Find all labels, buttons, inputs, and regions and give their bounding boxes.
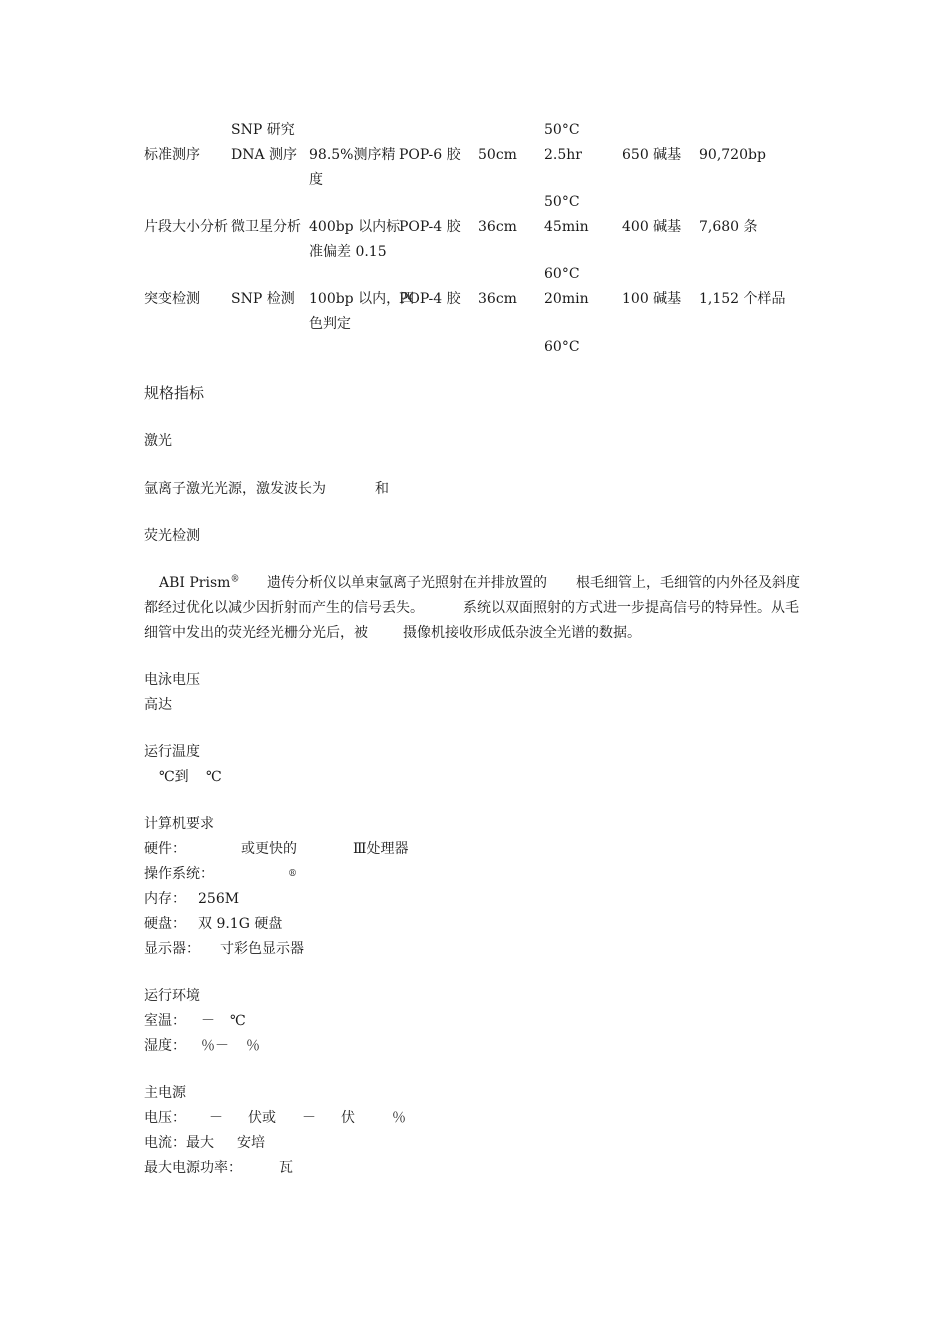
spec-heading: 规格指标 [144, 384, 205, 402]
memory-value: 256M [198, 891, 240, 907]
fluor-brand: ABI Prism® [159, 574, 240, 591]
room-temp-unit: ℃ [230, 1013, 246, 1029]
hardware-text: 或更快的 [241, 841, 297, 857]
temp-text: ℃到 [159, 769, 189, 785]
fluor-text: 遗传分析仪以单束氩离子光照射在并排放置的 [267, 575, 547, 591]
env-heading: 运行环境 [144, 988, 200, 1004]
disk-label: 硬盘： [144, 916, 186, 932]
table-cell-time: 45min [544, 219, 589, 235]
table-cell-polymer: POP-4 胶 [399, 291, 461, 307]
voltage-dash: － [302, 1110, 316, 1126]
table-cell-type-top: SNP 研究 [231, 122, 295, 138]
table-cell-throughput: 90,720bp [699, 147, 766, 163]
memory-label: 内存： [144, 891, 186, 907]
voltage-unit: 伏 [341, 1110, 355, 1126]
os-label: 操作系统： [144, 866, 214, 882]
table-cell-time: 2.5hr [544, 147, 582, 163]
table-cell-temp: 50°C [544, 194, 580, 210]
laser-heading: 激光 [144, 433, 172, 449]
laser-text: 氩离子激光光源，激发波长为 [144, 481, 326, 497]
fluor-text: 细管中发出的荧光经光栅分光后，被 [144, 625, 368, 641]
table-cell-temp: 60°C [544, 339, 580, 355]
table-cell-throughput: 1,152 个样品 [699, 291, 786, 307]
voltage-percent: ％ [392, 1110, 406, 1126]
room-temp-dash: － [201, 1013, 215, 1029]
max-power-unit: 瓦 [279, 1160, 293, 1176]
current-unit: 安培 [237, 1135, 265, 1151]
table-cell-read-length: 650 碱基 [622, 147, 682, 163]
fluor-text: 系统以双面照射的方式进一步提高信号的特异性。从毛 [463, 600, 799, 616]
table-cell-app: 标准测序 [144, 147, 200, 163]
table-cell-capillary: 50cm [478, 147, 517, 163]
humidity-label: 湿度： [144, 1038, 186, 1054]
temp-text-end: ℃ [206, 769, 222, 785]
registered-mark: ® [230, 574, 240, 585]
table-cell-throughput: 7,680 条 [699, 219, 758, 235]
disk-value: 双 9.1G 硬盘 [198, 916, 283, 932]
computer-heading: 计算机要求 [144, 816, 214, 832]
temp-heading: 运行温度 [144, 744, 200, 760]
fluor-text: 根毛细管上，毛细管的内外径及斜度 [576, 575, 800, 591]
table-cell-read-length: 400 碱基 [622, 219, 682, 235]
fluor-text: 都经过优化以减少因折射而产生的信号丢失。 [144, 600, 424, 616]
table-cell-temp: 60°C [544, 266, 580, 282]
table-cell-time: 20min [544, 291, 589, 307]
table-cell-read-length: 100 碱基 [622, 291, 682, 307]
display-label: 显示器： [144, 941, 200, 957]
fluor-text: 摄像机接收形成低杂波全光谱的数据。 [403, 625, 641, 641]
fluor-heading: 荧光检测 [144, 528, 200, 544]
table-cell-capillary: 36cm [478, 219, 517, 235]
table-cell-polymer: POP-4 胶 [399, 219, 461, 235]
voltage-heading: 电泳电压 [144, 672, 200, 688]
hardware-label: 硬件： [144, 841, 186, 857]
table-cell-accuracy: 100bp 以内，四 [309, 291, 415, 307]
table-cell-temp: 50°C [544, 122, 580, 138]
table-cell-accuracy: 98.5%测序精 [309, 147, 396, 163]
voltage-dash: － [209, 1110, 223, 1126]
power-heading: 主电源 [144, 1085, 186, 1101]
humidity-range: ％－ [201, 1038, 229, 1054]
voltage-text: 高达 [144, 697, 172, 713]
table-cell-accuracy-cont: 度 [309, 172, 323, 188]
display-value: 寸彩色显示器 [220, 941, 304, 957]
table-cell-type: DNA 测序 [231, 147, 298, 163]
os-registered-mark: ® [288, 869, 297, 879]
table-cell-type: SNP 检测 [231, 291, 295, 307]
table-cell-type: 微卫星分析 [231, 219, 301, 235]
max-power-label: 最大电源功率： [144, 1160, 242, 1176]
current-label: 电流：最大 [144, 1135, 214, 1151]
voltage-label: 电压： [144, 1110, 186, 1126]
voltage-unit-or: 伏或 [248, 1110, 276, 1126]
room-temp-label: 室温： [144, 1013, 186, 1029]
table-cell-app: 突变检测 [144, 291, 200, 307]
table-cell-accuracy-cont: 准偏差 0.15 [309, 244, 387, 260]
hardware-text-cpu: Ⅲ处理器 [353, 841, 409, 857]
table-cell-app: 片段大小分析 [144, 219, 228, 235]
table-cell-polymer: POP-6 胶 [399, 147, 461, 163]
table-cell-accuracy-cont: 色判定 [309, 316, 351, 332]
humidity-unit: ％ [246, 1038, 260, 1054]
table-cell-capillary: 36cm [478, 291, 517, 307]
laser-text-and: 和 [375, 481, 389, 497]
table-cell-accuracy: 400bp 以内标 [309, 219, 401, 235]
